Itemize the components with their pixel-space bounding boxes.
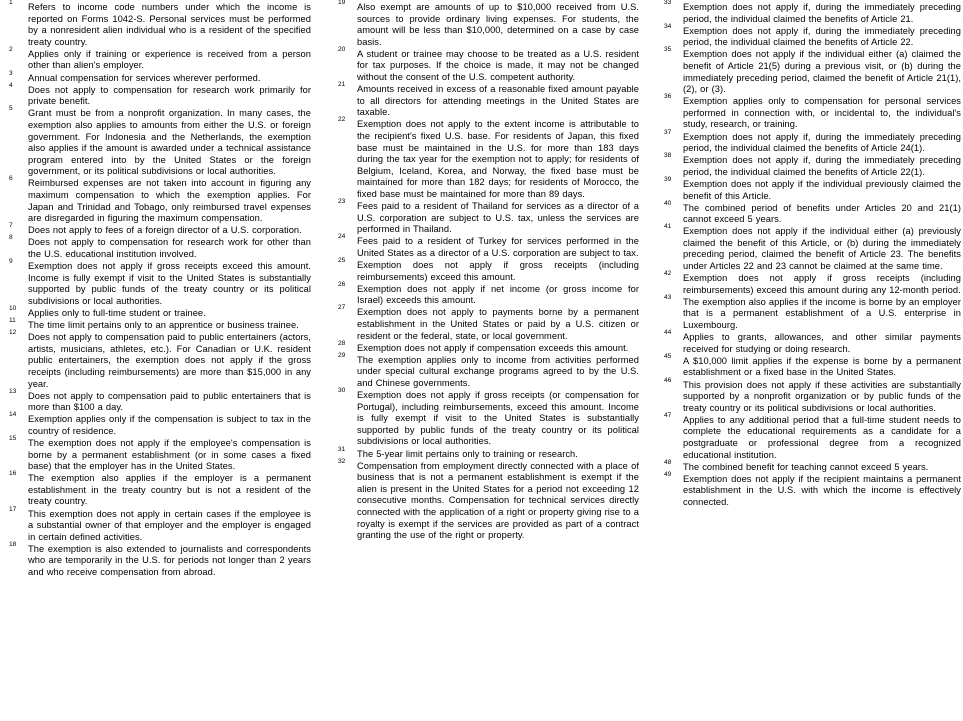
footnote-number: 49 (664, 470, 672, 478)
footnote-item-37 (663, 128, 961, 155)
footnote-text: Exemption does not apply if, during the immediately preceding period, the individual claimed the benefits of Article 21. (683, 2, 961, 24)
footnote-item-17 (8, 505, 311, 544)
footnote-item-23 (337, 198, 639, 236)
footnote-number: 18 (9, 540, 17, 548)
footnote-item-6 (8, 175, 311, 224)
footnote-item-38 (663, 152, 961, 178)
footnote-item-26 (337, 280, 639, 307)
footnote-number: 30 (338, 387, 346, 395)
footnote-text: The combined period of benefits under Articles 20 and 21(1) cannot exceed 5 years. (683, 202, 961, 225)
footnote-text: Exemption does not apply if, during the immediately preceding period, the individual claimed the benefits of Article 22(1). (683, 155, 961, 177)
footnote-number: 5 (9, 105, 13, 113)
footnote-item-43 (663, 293, 961, 332)
footnote-number: 12 (9, 329, 17, 337)
footnote-text: Grant must be from a nonprofit organization. In many cases, the exemption also applies to amounts from either the U.S. or foreign government. For Indonesia and the Netherlands, the exemption also applies if the amount is awarded under a technical assistance program entered into by the United States or the foreign government, or its political subdivisions or local authorities. (28, 108, 311, 177)
footnote-number: 41 (664, 223, 672, 231)
footnote-text: Exemption does not apply if the recipient maintains a permanent establishment in the U.S. with which the income is effectively connected. (683, 473, 961, 507)
footnote-number: 48 (664, 458, 672, 466)
footnote-text: Exemption does not apply if gross receipts (including reimbursements) exceed this amount during any 12-month period. (683, 273, 961, 295)
footnote-number: 40 (664, 199, 672, 207)
footnote-text: Exemption does not apply to payments borne by a permanent establishment in the United States or paid by a U.S. citizen or resident or the federal, state, or local government. (357, 307, 639, 341)
footnote-item-10 (8, 304, 311, 320)
footnote-number: 3 (9, 69, 13, 77)
footnote-number: 29 (338, 351, 346, 359)
footnote-number: 27 (338, 304, 346, 312)
footnote-text: The exemption does not apply if the employee's compensation is borne by a permanent establishment (or in some cases a fixed base) that the employer has in the United States. (28, 437, 311, 472)
footnote-item-20 (337, 45, 639, 84)
footnote-item-30 (337, 387, 639, 448)
footnote-item-13 (8, 387, 311, 414)
footnote-number: 7 (9, 222, 13, 230)
footnote-column-1 (8, 2, 311, 579)
footnote-number: 33 (664, 0, 672, 6)
footnote-number: 42 (664, 270, 672, 278)
footnote-column-3 (663, 2, 961, 509)
footnote-number: 35 (664, 46, 672, 54)
footnote-number: 20 (338, 45, 346, 53)
footnote-text: Does not apply to compensation for research work for other than the U.S. educational institution involved. (28, 237, 311, 259)
footnote-number: 22 (338, 116, 346, 124)
footnote-item-1 (8, 2, 311, 48)
footnote-number: 8 (9, 234, 13, 242)
footnote-item-34 (663, 22, 961, 49)
footnote-number: 17 (9, 505, 17, 513)
footnote-text: Fees paid to a resident of Turkey for services performed in the United States as a director of a U.S. corporation are subject to tax. (357, 236, 639, 258)
footnote-text: Exemption applies only to compensation for personal services performed in connection with, or incidental to, the individual's study, research, or training. (683, 96, 961, 130)
footnote-item-31 (337, 445, 639, 461)
footnote-text: This provision does not apply if these activities are substantially supported by a nonprofit organization or by public funds of the treaty country or its political subdivisions or local authorities. (683, 379, 961, 413)
footnote-text: Exemption does not apply if the individual either (a) claimed the benefit of Article 21(5) during a previous visit, or (b) during the immediately preceding period, claimed the benefit of Article 21(1), (2), or (3). (683, 49, 961, 95)
footnote-number: 39 (664, 175, 672, 183)
footnote-item-47 (663, 411, 961, 461)
footnote-number: 38 (664, 152, 672, 160)
footnote-text: A $10,000 limit applies if the expense is borne by a permanent establishment or a fixed base in the United States. (683, 355, 961, 378)
footnote-item-49 (663, 470, 961, 509)
footnote-item-44 (663, 329, 961, 355)
footnote-item-40 (663, 199, 961, 226)
footnote-text: Exemption does not apply if the individual either (a) previously claimed the benefit of this Article, or (b) during the immediately preceding period, claimed the benefit of Article 23. The benefits under Articles 22 and 23 cannot be claimed at the same time. (683, 226, 961, 272)
footnote-text: The exemption applies only to income from activities performed under special cultural exchange programs agreed to by the U.S. and Chinese governments. (357, 354, 639, 388)
footnote-text: Also exempt are amounts of up to $10,000 received from U.S. sources to provide ordinary living expenses. For students, the amount will be less than $10,000, determined on a case by case basis. (357, 2, 639, 47)
footnote-text: The combined benefit for teaching cannot exceed 5 years. (683, 461, 929, 472)
footnote-number: 32 (338, 457, 346, 465)
footnote-text: Exemption does not apply if, during the immediately preceding period, the individual claimed the benefits of Article 24(1). (683, 131, 961, 154)
footnote-item-28 (337, 339, 639, 355)
footnote-item-11 (8, 317, 311, 332)
footnote-text: Does not apply to compensation for research work primarily for private benefit. (28, 84, 311, 107)
footnote-text: Exemption does not apply if the individual previously claimed the benefit of this Article. (683, 178, 961, 201)
footnote-item-12 (8, 329, 311, 390)
footnote-number: 37 (664, 128, 672, 136)
footnote-item-7 (8, 222, 311, 237)
footnote-number: 43 (664, 293, 672, 301)
footnote-text: Compensation from employment directly connected with a place of business that is not a permanent establishment is exempt if the alien is present in the United States for a period not exceeding 12 consecutive months. Compensation for technical services directly connected with the application of a right or property giving rise to a royalty is exempt if the services are provided as part of a contract granting the use of the right or property. (357, 460, 639, 541)
footnote-text: Does not apply to fees of a foreign director of a U.S. corporation. (28, 225, 302, 236)
footnote-text: Applies only to full-time student or trainee. (28, 307, 206, 318)
footnote-item-29 (337, 351, 639, 390)
footnote-item-36 (663, 93, 961, 131)
footnote-item-46 (663, 376, 961, 415)
footnote-text: This exemption does not apply in certain cases if the employee is a substantial owner of that employer and the employer is engaged in certain defined activities. (28, 508, 311, 542)
footnote-number: 25 (338, 257, 346, 265)
footnote-column-2 (337, 2, 639, 542)
footnote-item-45 (663, 352, 961, 379)
footnote-number: 11 (9, 317, 16, 325)
footnote-text: Applies to grants, allowances, and other similar payments received for studying or doing research. (683, 332, 961, 354)
footnote-text: Annual compensation for services wherever performed. (28, 72, 261, 83)
footnote-item-48 (663, 458, 961, 474)
footnote-item-16 (8, 470, 311, 508)
footnote-text: The exemption is also extended to journalists and correspondents who are temporarily in the U.S. for periods not longer than 2 years and who receive compensation from abroad. (28, 543, 311, 577)
footnote-number: 21 (338, 81, 346, 89)
footnote-item-25 (337, 257, 639, 283)
footnote-text: Exemption does not apply if compensation exceeds this amount. (357, 342, 629, 353)
footnote-number: 34 (664, 22, 672, 30)
footnote-number: 45 (664, 352, 672, 360)
footnote-text: Exemption does not apply if net income (or gross income for Israel) exceeds this amount. (357, 283, 639, 306)
footnote-item-42 (663, 270, 961, 296)
footnote-number: 47 (664, 411, 672, 419)
footnote-item-24 (337, 233, 639, 259)
footnote-number: 23 (338, 198, 346, 206)
footnote-text: Exemption does not apply to the extent income is attributable to the recipient's fixed U.S. base. For residents of Japan, this fixed base must be maintained in the U.S. for more than 183 days during the tax year for the exemption not to apply; for residents of Belgium, Iceland, Korea, and Norway, the fixed base must be maintained for more than 182 days; for residents of Morocco, the fixed base must be maintained for more than 89 days. (357, 119, 639, 199)
footnote-number: 10 (9, 304, 17, 312)
footnote-number: 19 (338, 0, 346, 6)
footnote-item-35 (663, 46, 961, 95)
footnote-text: Exemption does not apply if gross receipts (or compensation for Portugal), including reimbursements, exceed this amount. Income is fully exempt if visit to the United States is substantially supported by public funds of the treaty country or its political subdivisions or local authorities. (357, 390, 639, 447)
footnote-text: Refers to income code numbers under which the income is reported on Forms 1042-S. Personal services must be performed by a nonresident alien individual who is a resident of the specified treaty country. (28, 2, 311, 47)
footnote-number: 44 (664, 329, 672, 337)
footnote-number: 2 (9, 45, 13, 53)
footnote-item-2 (8, 45, 311, 72)
footnote-item-14 (8, 411, 311, 437)
footnote-text: A student or trainee may choose to be treated as a U.S. resident for tax purposes. If the choice is made, it may not be changed without the consent of the U.S. competent authority. (357, 48, 639, 83)
footnote-text: The 5-year limit pertains only to training or research. (357, 448, 578, 459)
footnote-text: Exemption does not apply if gross receipts exceed this amount. Income is fully exempt if visit to the United States is substantially supported by public funds of the treaty country or its political subdivisions or local authorities. (28, 261, 311, 306)
footnote-number: 13 (9, 387, 17, 395)
footnote-text: Exemption applies only if the compensation is subject to tax in the country of residence. (28, 414, 311, 436)
footnote-number: 6 (9, 175, 13, 183)
footnote-text: Exemption does not apply if gross receipts (including reimbursements) exceed this amount. (357, 260, 639, 282)
footnote-number: 1 (9, 0, 13, 6)
footnote-number: 24 (338, 233, 346, 241)
footnote-text: Applies only if training or experience is received from a person other than alien's employer. (28, 48, 311, 71)
footnote-item-8 (8, 234, 311, 260)
footnote-item-32 (337, 457, 639, 542)
footnote-item-3 (8, 69, 311, 85)
footnote-item-22 (337, 116, 639, 200)
footnote-text: Amounts received in excess of a reasonable fixed amount payable to all directors for attending meetings in the United States are taxable. (357, 84, 639, 118)
footnote-item-39 (663, 175, 961, 202)
footnote-item-18 (8, 540, 311, 579)
footnote-text: Applies to any additional period that a full-time student needs to complete the educational requirements as a candidate for a postgraduate or professional degree from a recognized educational institution. (683, 414, 961, 460)
footnote-text: Exemption does not apply if, during the immediately preceding period, the individual claimed the benefits of Article 22. (683, 25, 961, 48)
footnote-text: Does not apply to compensation paid to public entertainers that is more than $100 a day. (28, 390, 311, 413)
footnote-item-4 (8, 81, 311, 108)
footnote-item-27 (337, 304, 639, 342)
footnote-number: 16 (9, 470, 17, 478)
footnote-number: 9 (9, 258, 13, 266)
footnote-text: The exemption also applies if the income is borne by an employer that is a permanent establishment of a U.S. enterprise in Luxembourg. (683, 296, 961, 331)
footnote-item-15 (8, 434, 311, 473)
footnote-item-33 (663, 2, 961, 25)
footnote-number: 36 (664, 93, 672, 101)
footnote-text: Does not apply to compensation paid to public entertainers (actors, artists, musicians, athletes, etc.). For Canadian or U.K. resident public entertainers, the exemption does not apply if the gross receipts (including reimbursements) are more than $15,000 in any year. (28, 332, 311, 389)
footnote-number: 31 (338, 445, 346, 453)
footnote-number: 28 (338, 339, 346, 347)
footnote-number: 15 (9, 434, 17, 442)
footnote-number: 46 (664, 376, 672, 384)
footnote-text: The time limit pertains only to an apprentice or business trainee. (28, 320, 299, 331)
footnote-text: Fees paid to a resident of Thailand for services as a director of a U.S. corporation are subject to U.S. tax, unless the services are performed in Thailand. (357, 201, 639, 235)
footnote-item-19 (337, 2, 639, 48)
footnote-number: 26 (338, 280, 346, 288)
footnote-item-21 (337, 81, 639, 119)
footnote-text: Reimbursed expenses are not taken into account in figuring any maximum compensation to which the exemption applies. For Japan and Trinidad and Tobago, only reimbursed travel expenses are disregarded in figuring the maximum compensation. (28, 178, 311, 224)
footnote-item-5 (8, 105, 311, 178)
footnote-item-9 (8, 258, 311, 307)
footnote-number: 14 (9, 411, 17, 419)
footnote-number: 4 (9, 81, 13, 89)
footnote-text: The exemption also applies if the employer is a permanent establishment in the treaty country but is not a resident of the treaty country. (28, 473, 311, 507)
footnote-item-41 (663, 223, 961, 272)
